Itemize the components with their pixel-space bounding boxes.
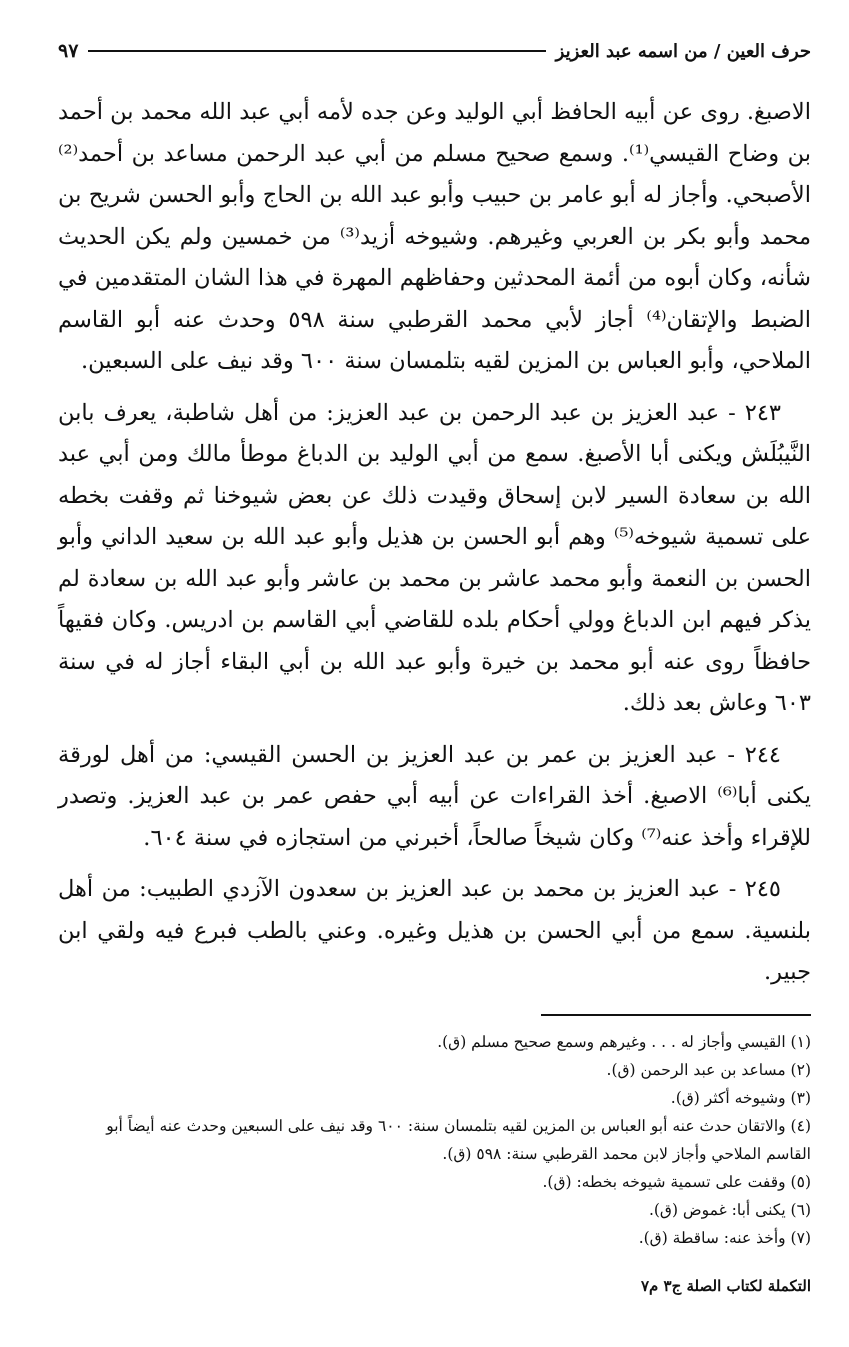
entry-244: ٢٤٤ - عبد العزيز بن عمر بن عبد العزيز بن الحسن القيسي: من أهل لورقة يكنى أبا⁽⁶⁾ الاصبغ. أخذ القراءات عن أبيه أبي حفص عمر بن عبد العزيز. وتصدر للإقراء وأخذ عنه⁽⁷⁾ وكان شيخاً صالحاً، أخبرني من استجازه في سنة ٦٠٤. (58, 741, 812, 851)
entry-243: ٢٤٣ - عبد العزيز بن عبد الرحمن بن عبد العزيز: من أهل شاطبة، يعرف بابن النَّيبُلَش ويكنى أبا الأصبغ. سمع من أبي الوليد بن الدباغ موطأ مالك ومن أبي عبد الله بن سعادة السير لابن إسحاق وقيدت ذلك عن بعض شيوخنا ثم وقفت بخطه على تسمية شيوخه⁽⁵⁾ وهم أبو الحسن بن هذيل وأبو عبد الله بن سعيد الداني وأبو الحسن بن النعمة وأبو محمد عاشر بن محمد بن عاشر وأبو عبد الله بن سعادة لم يذكر فيهم ابن الدباغ وولي أحكام بلده للقاضي أبي القاسم بن ادريس. وكان فقيهاً حافظاً روى عنه أبو محمد بن خيرة وأبو عبد الله بن أبي البقاء أجاز له في سنة ٦٠٣ وعاش بعد ذلك. (58, 399, 812, 716)
footnote-7: (٧) وأخذ عنه: ساقطة (ق). (638, 1228, 811, 1247)
folio-signature: التكملة لكتاب الصلة ج٣ م٧ (640, 1277, 811, 1295)
page-number: ٩٧ (58, 40, 79, 62)
footnote-4: (٤) والاتقان حدث عنه أبو العباس بن المزين لقيه بتلمسان سنة: ٦٠٠ وقد نيف على السبعين وحدث عنه أيضاً أبو القاسم الملاحي وأجاز لابن محمد القرطبي سنة: ٥٩٨ (ق). (106, 1116, 811, 1163)
footnotes (58, 1014, 811, 1252)
footnote-rule (541, 1014, 811, 1016)
book-page (58, 40, 811, 1307)
running-header (58, 40, 811, 84)
main-text (58, 92, 811, 994)
footnote-3: (٣) وشيوخه أكثر (ق). (670, 1088, 811, 1107)
footnote-6: (٦) يكنى أبا: غموض (ق). (648, 1200, 811, 1219)
header-rule (88, 50, 545, 52)
footnote-2: (٢) مساعد بن عبد الرحمن (ق). (606, 1060, 811, 1079)
footnote-5: (٥) وقفت على تسمية شيوخه بخطه: (ق). (542, 1172, 811, 1191)
paragraph-continuation: الاصبغ. روى عن أبيه الحافظ أبي الوليد وعن جده لأمه أبي عبد الله محمد بن أحمد بن وضاح القيسي⁽¹⁾. وسمع صحيح مسلم من أبي عبد الرحمن مساعد بن أحمد⁽²⁾ الأصبحي. وأجاز له أبو عامر بن حبيب وأبو عبد الله بن الحاج وأبو الحسن شريح بن محمد وأبو بكر بن العربي وغيرهم. وشيوخه أزيد⁽³⁾ من خمسين ولم يكن الحديث شأنه، وكان أبوه من أئمة المحدثين وحفاظهم المهرة في هذا الشان المتقدمين في الضبط والإتقان⁽⁴⁾ أجاز لأبي محمد القرطبي سنة ٥٩٨ وحدث عنه أبو القاسم الملاحي، وأبو العباس بن المزين لقيه بتلمسان سنة ٦٠٠ وقد نيف على السبعين. (58, 99, 812, 374)
entry-245: ٢٤٥ - عبد العزيز بن محمد بن عبد العزيز بن سعدون الآزدي الطبيب: من أهل بلنسية. سمع من أبي الحسن بن هذيل وغيره. وعني بالطب فبرع فيه ولقي ابن جبير. (58, 876, 811, 985)
footnote-1: (١) القيسي وأجاز له . . . وغيرهم وسمع صحيح مسلم (ق). (437, 1032, 811, 1051)
header-title: حرف العين / من اسمه عبد العزيز (555, 41, 811, 62)
